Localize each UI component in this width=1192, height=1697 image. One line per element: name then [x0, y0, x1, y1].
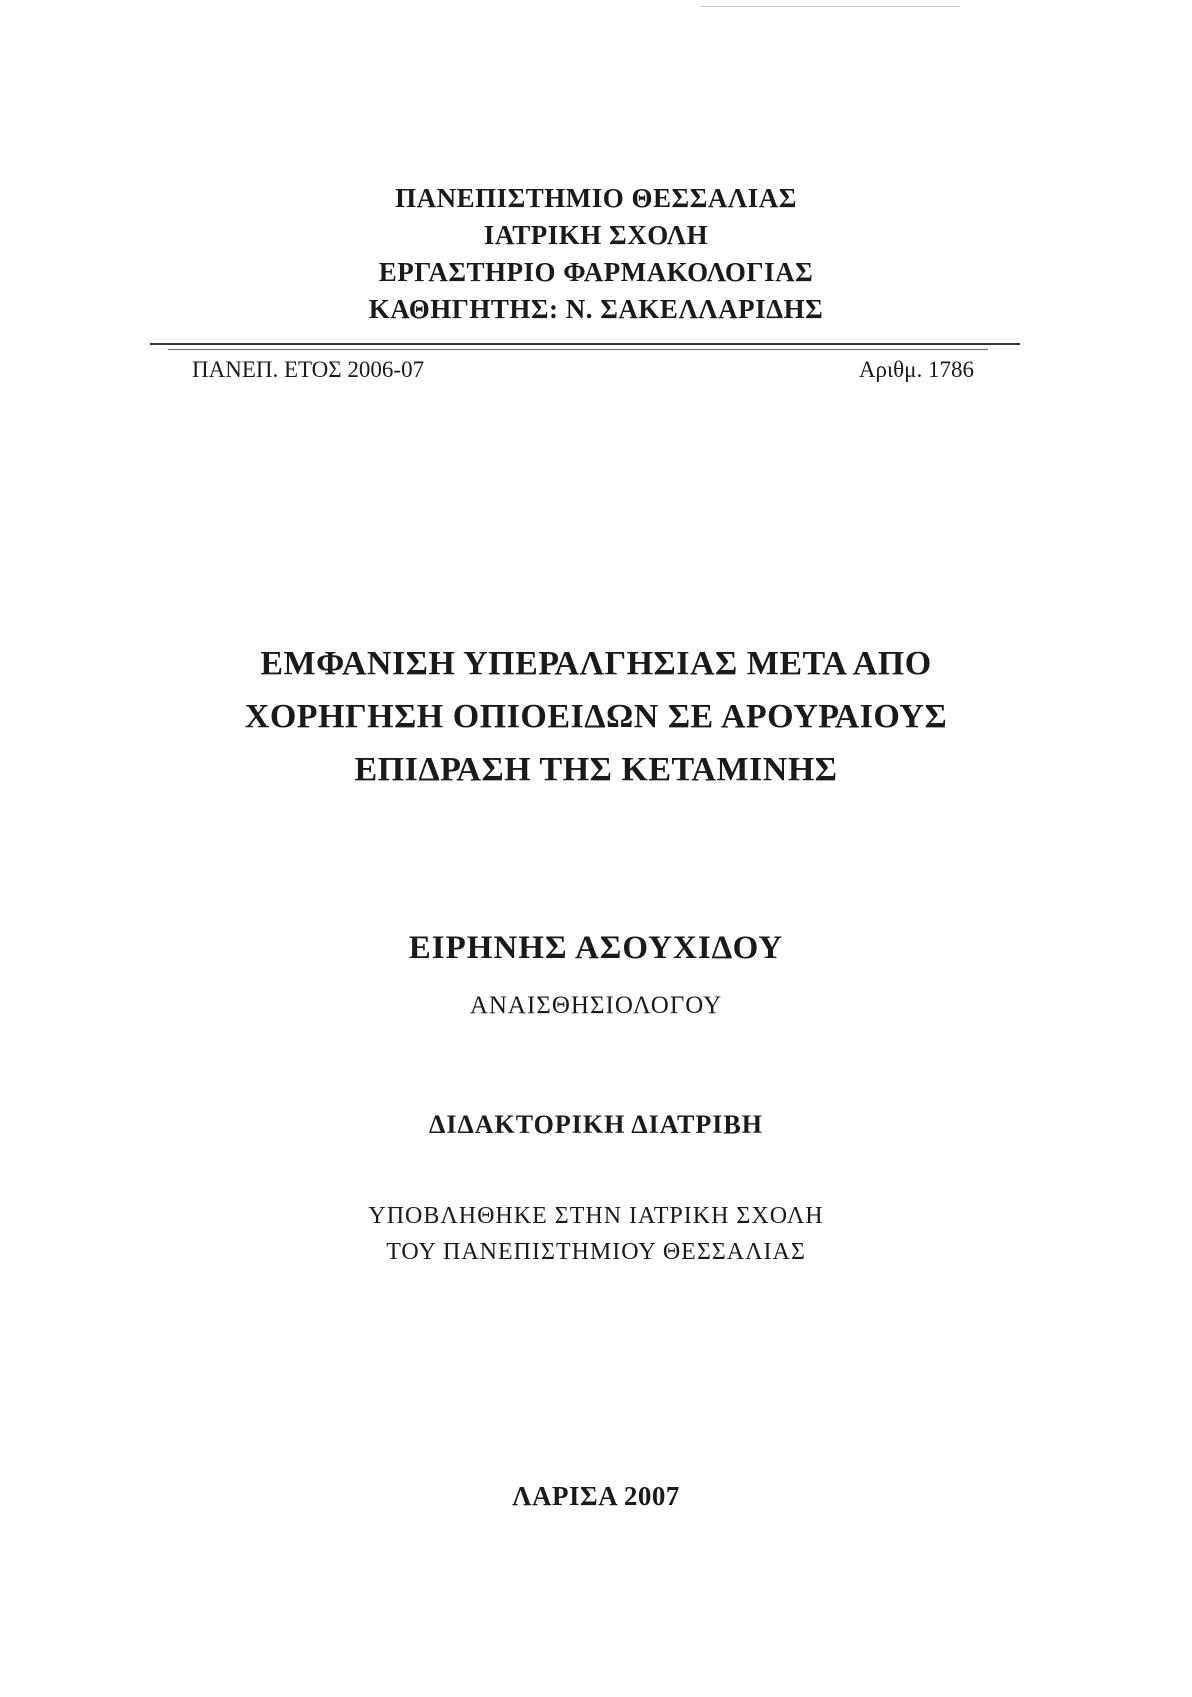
submission-statement [0, 1198, 1192, 1270]
institution-header [0, 180, 1192, 328]
professor-name: ΚΑΘΗΓΗΤΗΣ: Ν. ΣΑΚΕΛΛΑΡΙΔΗΣ [368, 294, 824, 324]
title-line-3: ΕΠΙΔΡΑΣΗ ΤΗΣ ΚΕΤΑΜΙΝΗΣ [354, 751, 838, 788]
laboratory-name: ΕΡΓΑΣΤΗΡΙΟ ΦΑΡΜΑΚΟΛΟΓΙΑΣ [378, 257, 814, 287]
university-name: ΠΑΝΕΠΙΣΤΗΜΙΟ ΘΕΣΣΑΛΙΑΣ [395, 183, 797, 213]
place-and-year: ΛΑΡΙΣΑ 2007 [512, 1481, 680, 1511]
document-number: Αριθμ. 1786 [858, 357, 974, 382]
scan-edge-line [700, 6, 960, 7]
school-name: ΙΑΤΡΙΚΗ ΣΧΟΛΗ [483, 220, 709, 250]
title-line-1: ΕΜΦΑΝΙΣΗ ΥΠΕΡΑΛΓΗΣΙΑΣ ΜΕΤΑ ΑΠΟ [260, 645, 932, 682]
header-divider [150, 343, 1020, 345]
submission-line-2: ΤΟΥ ΠΑΝΕΠΙΣΤΗΜΙΟΥ ΘΕΣΣΑΛΙΑΣ [386, 1239, 806, 1265]
author-specialty: ΑΝΑΙΣΘΗΣΙΟΛΟΓΟΥ [469, 992, 723, 1019]
title-line-2: ΧΟΡΗΓΗΣΗ ΟΠΙΟΕΙΔΩΝ ΣΕ ΑΡΟΥΡΑΙΟΥΣ [244, 698, 948, 735]
thesis-type: ΔΙΔΑΚΤΟΡΙΚΗ ΔΙΑΤΡΙΒΗ [429, 1110, 763, 1139]
author-name: ΕΙΡΗΝΗΣ ΑΣΟΥΧΙΔΟΥ [408, 930, 784, 966]
thesis-title [0, 637, 1192, 796]
header-divider-thin [168, 349, 988, 350]
submission-line-1: ΥΠΟΒΛΗΘΗΚΕ ΣΤΗΝ ΙΑΤΡΙΚΗ ΣΧΟΛΗ [368, 1203, 824, 1229]
academic-year: ΠΑΝΕΠ. ΕΤΟΣ 2006-07 [192, 357, 425, 382]
